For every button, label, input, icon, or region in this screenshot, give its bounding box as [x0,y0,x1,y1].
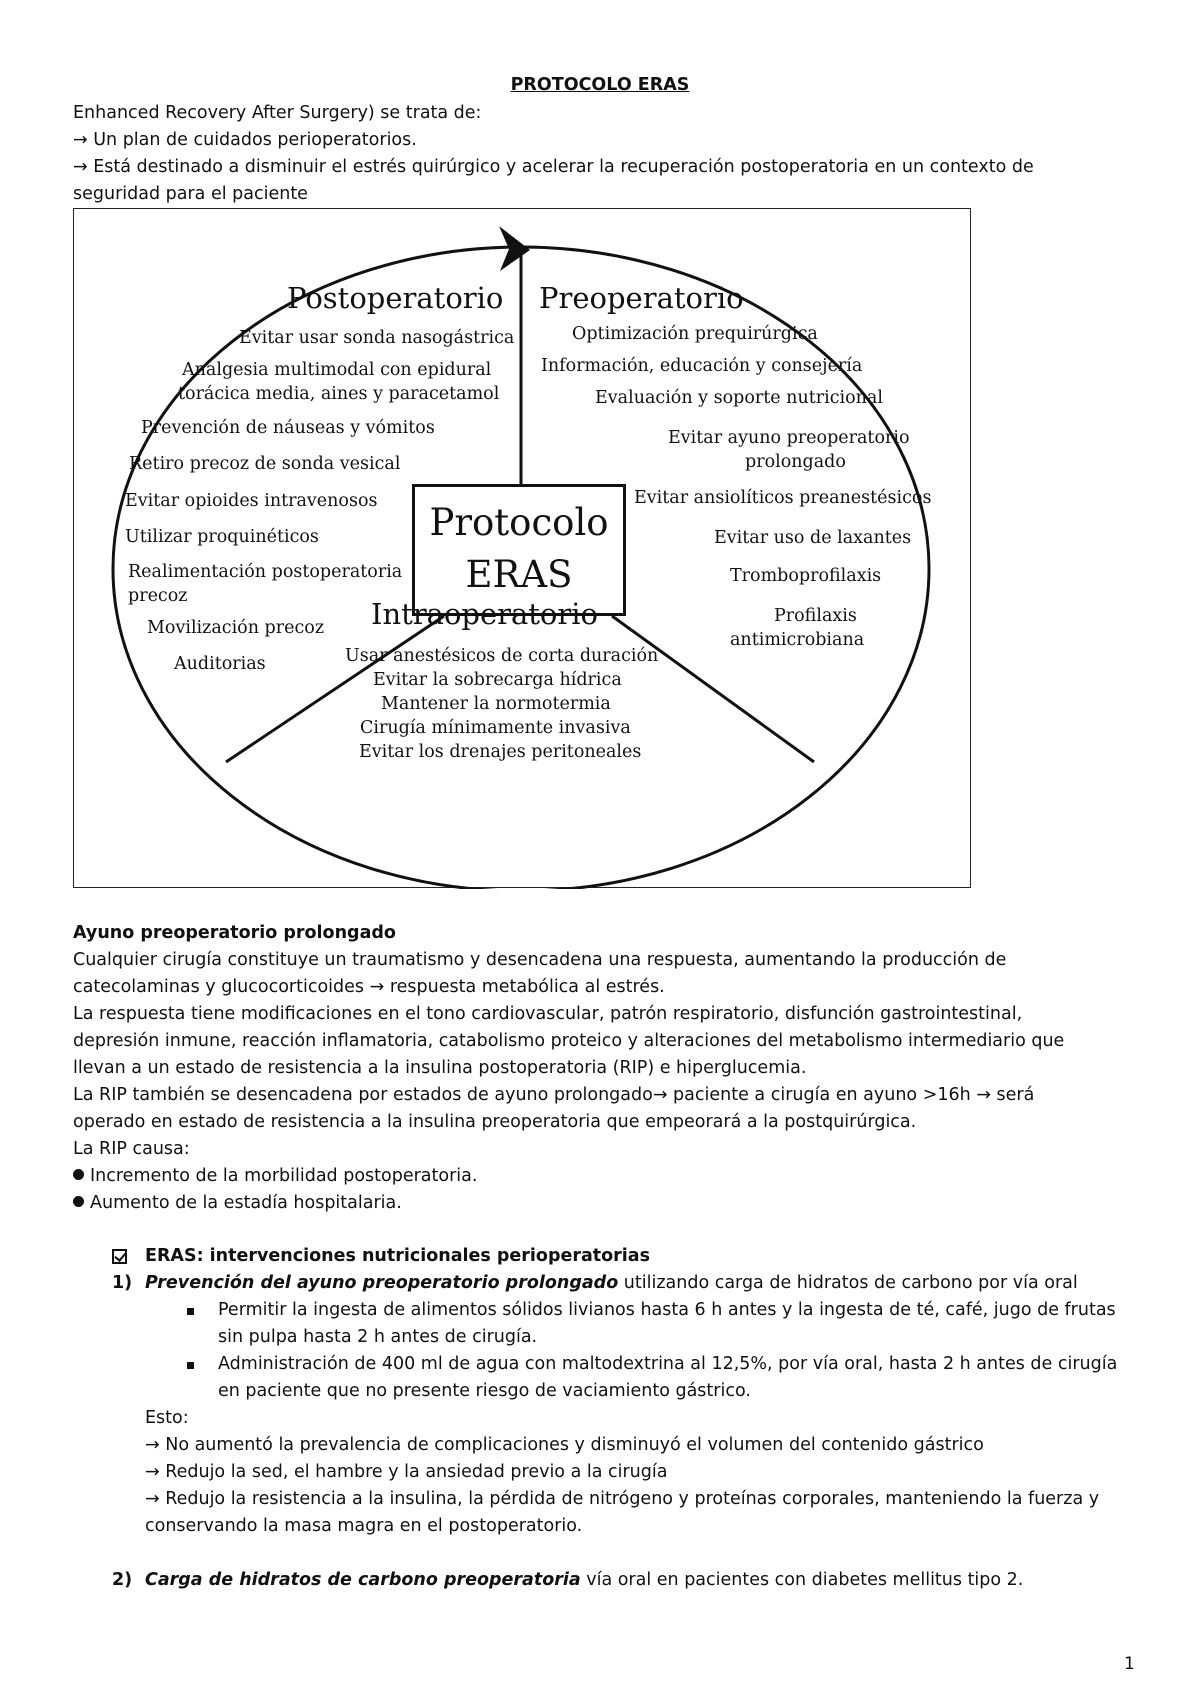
pre-item: Optimización prequirúrgica [572,324,818,344]
square-bullet-icon [187,1308,194,1315]
post-item: Retiro precoz de sonda vesical [129,454,401,474]
paragraph-line: catecolaminas y glucocorticoides → respuesta metabólica al estrés. [73,977,665,997]
paragraph-line: La RIP también se desencadena por estados de ayuno prolongado→ paciente a cirugía en ayuno >16h → será [73,1085,1035,1105]
pre-item: Evitar ayuno preoperatorio [668,428,910,448]
paragraph-line: llevan a un estado de resistencia a la insulina postoperatoria (RIP) e hiperglucemia. [73,1058,807,1078]
bullet-item: Aumento de la estadía hospitalaria. [73,1190,402,1217]
bullet-dot-icon [73,1169,84,1180]
intervention-item-2: Carga de hidratos de carbono preoperatoria vía oral en pacientes con diabetes mellitus tipo 2. [145,1570,1024,1590]
square-bullet-icon [187,1362,194,1369]
pre-item: Tromboprofilaxis [730,566,882,586]
post-item: Auditorias [174,654,266,674]
post-item: Movilización precoz [147,618,325,638]
paragraph-line: La RIP causa: [73,1139,190,1159]
page-number: 1 [1124,1654,1135,1674]
post-item: torácica media, aines y paracetamol [178,384,500,404]
post-item: Utilizar proquinéticos [125,527,319,547]
sub-bullet-line: en paciente que no presente riesgo de vaciamiento gástrico. [218,1381,751,1401]
esto-label: Esto: [145,1408,189,1428]
bullet-dot-icon [73,1196,84,1207]
bullet-item: Incremento de la morbilidad postoperatoria. [73,1163,477,1190]
pre-item: Evitar ansiolíticos preanestésicos [634,488,932,508]
effect-line: → Redujo la sed, el hambre y la ansiedad previo a la cirugía [145,1462,668,1482]
pre-item: Profilaxis [774,606,857,626]
paragraph-line: Cualquier cirugía constituye un traumatismo y desencadena una respuesta, aumentando la producción de [73,950,1007,970]
effect-line: → No aumentó la prevalencia de complicaciones y disminuyó el volumen del contenido gástrico [145,1435,984,1455]
intro-line: → Un plan de cuidados perioperatorios. [73,130,417,150]
intro-line: seguridad para el paciente [73,184,308,204]
intra-item: Cirugía mínimamente invasiva [360,718,631,738]
intra-item: Evitar la sobrecarga hídrica [373,670,622,690]
pre-item: Evitar uso de laxantes [714,528,912,548]
eras-diagram [73,208,971,888]
center-title-line: ERAS [465,553,573,596]
preoperatorio-heading: Preoperatorio [539,281,744,315]
intraoperatorio-heading: Intraoperatorio [371,597,598,631]
intra-item: Usar anestésicos de corta duración [345,646,659,666]
intra-item: Evitar los drenajes peritoneales [359,742,642,762]
paragraph-line: depresión inmune, reacción inflamatoria, catabolismo proteico y alteraciones del metabolismo intermediario que [73,1031,1065,1051]
pre-item: prolongado [745,452,846,472]
sub-bullet-line: Administración de 400 ml de agua con maltodextrina al 12,5%, por vía oral, hasta 2 h antes de cirugía [218,1354,1118,1374]
list-number: 1) [112,1273,133,1293]
list-number: 2) [112,1570,133,1590]
section-heading-ayuno: Ayuno preoperatorio prolongado [73,923,396,943]
post-item: Analgesia multimodal con epidural [182,360,492,380]
intro-line: Enhanced Recovery After Surgery) se trata de: [73,103,482,123]
pre-item: Evaluación y soporte nutricional [595,388,883,408]
checkbox-checked-icon [112,1249,127,1264]
pre-item: Información, educación y consejería [541,356,863,376]
effect-line: conservando la masa magra en el postoperatorio. [145,1516,583,1536]
section-heading-interventions: ERAS: intervenciones nutricionales perioperatorias [145,1246,651,1266]
paragraph-line: operado en estado de resistencia a la insulina preoperatoria que empeorará a la postquirúrgica. [73,1112,917,1132]
post-item: Realimentación postoperatoria [128,562,403,582]
postoperatorio-heading: Postoperatorio [287,281,504,315]
pre-item: antimicrobiana [730,630,865,650]
center-title-line: Protocolo [429,501,609,544]
intervention-item-1: Prevención del ayuno preoperatorio prolongado utilizando carga de hidratos de carbono por vía oral [145,1273,1078,1293]
post-item: Evitar opioides intravenosos [125,491,378,511]
effect-line: → Redujo la resistencia a la insulina, la pérdida de nitrógeno y proteínas corporales, manteniendo la fuerza y [145,1489,1100,1509]
intra-item: Mantener la normotermia [381,694,611,714]
sub-bullet-line: sin pulpa hasta 2 h antes de cirugía. [218,1327,538,1347]
post-item: Prevención de náuseas y vómitos [141,418,435,438]
intro-line: → Está destinado a disminuir el estrés quirúrgico y acelerar la recuperación postoperatoria en un contexto de [73,157,1034,177]
page-title: PROTOCOLO ERAS [510,75,690,95]
paragraph-line: La respuesta tiene modificaciones en el tono cardiovascular, patrón respiratorio, disfunción gastrointestinal, [73,1004,1023,1024]
sub-bullet-line: Permitir la ingesta de alimentos sólidos livianos hasta 6 h antes y la ingesta de té, café, jugo de frutas [218,1300,1116,1320]
post-item: Evitar usar sonda nasogástrica [239,328,515,348]
post-item: precoz [128,586,188,606]
